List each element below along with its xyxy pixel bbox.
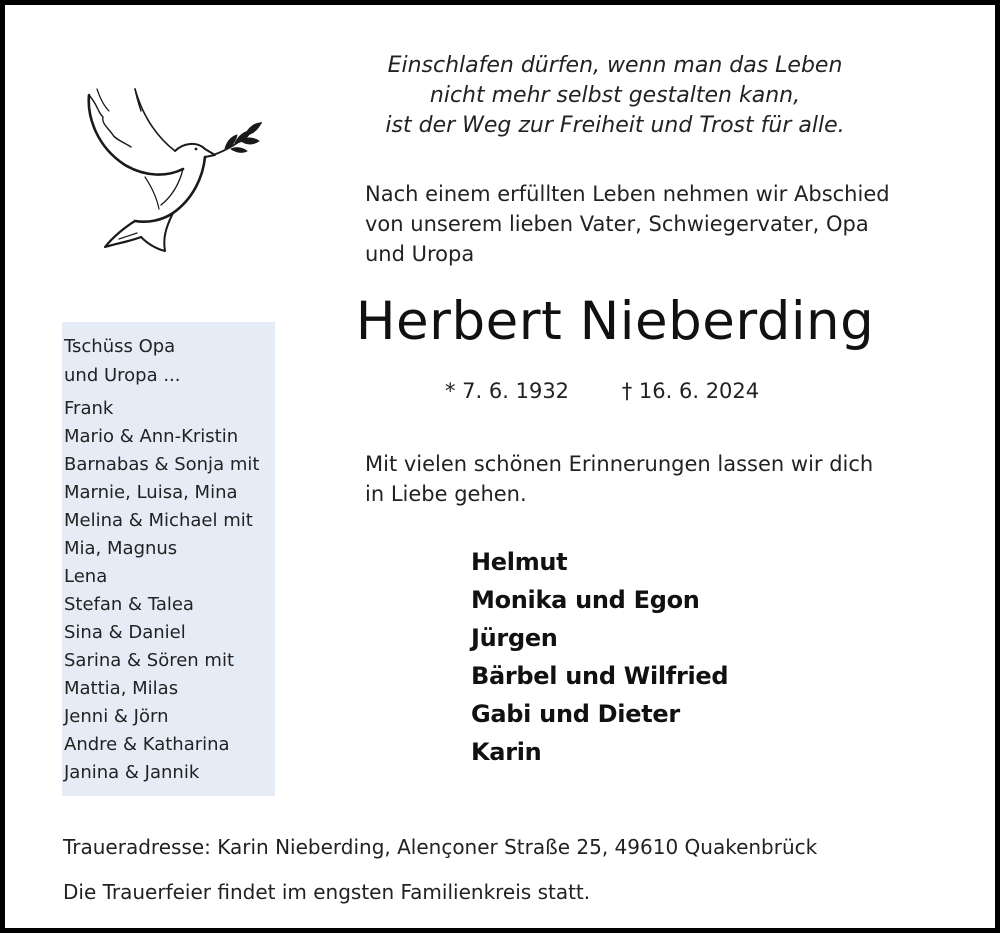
farewell-line: in Liebe gehen. <box>365 482 527 506</box>
family-list <box>471 543 831 771</box>
grandchildren-intro: Tschüss Opa <box>64 336 176 357</box>
grandchild-entry: Mario & Ann-Kristin <box>64 426 239 447</box>
grandchild-entry: Mattia, Milas <box>64 678 179 699</box>
poem-line: nicht mehr selbst gestalten kann, <box>429 83 801 108</box>
intro-line: von unserem lieben Vater, Schwiegervater, Opa <box>365 212 869 236</box>
grandchild-entry: Stefan & Talea <box>64 594 194 615</box>
birth-date: * 7. 6. 1932 <box>445 379 570 403</box>
farewell-text <box>365 449 885 509</box>
family-member: Karin <box>471 738 542 766</box>
grandchild-entry: Frank <box>64 398 114 419</box>
grandchildren-list <box>64 332 274 787</box>
intro-line: Nach einem erfüllten Leben nehmen wir Abschied <box>365 182 890 206</box>
poem <box>335 51 895 141</box>
family-member: Monika und Egon <box>471 586 700 614</box>
grandchildren-box <box>62 322 275 796</box>
family-member: Jürgen <box>471 624 558 652</box>
life-dates <box>445 377 845 405</box>
family-member: Bärbel und Wilfried <box>471 662 729 690</box>
intro-text <box>365 179 890 269</box>
grandchildren-intro: und Uropa ... <box>64 365 181 386</box>
intro-line: und Uropa <box>365 242 475 266</box>
grandchild-entry: Andre & Katharina <box>64 734 230 755</box>
ceremony-note: Die Trauerfeier findet im engsten Familienkreis statt. <box>63 880 591 904</box>
death-date: † 16. 6. 2024 <box>621 379 760 403</box>
grandchild-entry: Janina & Jannik <box>64 762 200 783</box>
grandchild-entry: Melina & Michael mit <box>64 510 253 531</box>
dove-with-olive-branch-icon <box>75 77 280 257</box>
grandchild-entry: Lena <box>64 566 108 587</box>
poem-line: Einschlafen dürfen, wenn man das Leben <box>387 53 843 78</box>
family-member: Gabi und Dieter <box>471 700 680 728</box>
deceased-name: Herbert Nieberding <box>355 291 875 352</box>
grandchild-entry: Marnie, Luisa, Mina <box>64 482 238 503</box>
farewell-line: Mit vielen schönen Erinnerungen lassen wir dich <box>365 452 874 476</box>
poem-line: ist der Weg zur Freiheit und Trost für alle. <box>385 113 845 138</box>
grandchild-entry: Mia, Magnus <box>64 538 178 559</box>
grandchild-entry: Sina & Daniel <box>64 622 186 643</box>
grandchild-entry: Barnabas & Sonja mit <box>64 454 260 475</box>
family-member: Helmut <box>471 548 568 576</box>
mourning-address: Traueradresse: Karin Nieberding, Alençoner Straße 25, 49610 Quakenbrück <box>63 835 818 859</box>
grandchild-entry: Sarina & Sören mit <box>64 650 235 671</box>
grandchild-entry: Jenni & Jörn <box>64 706 169 727</box>
